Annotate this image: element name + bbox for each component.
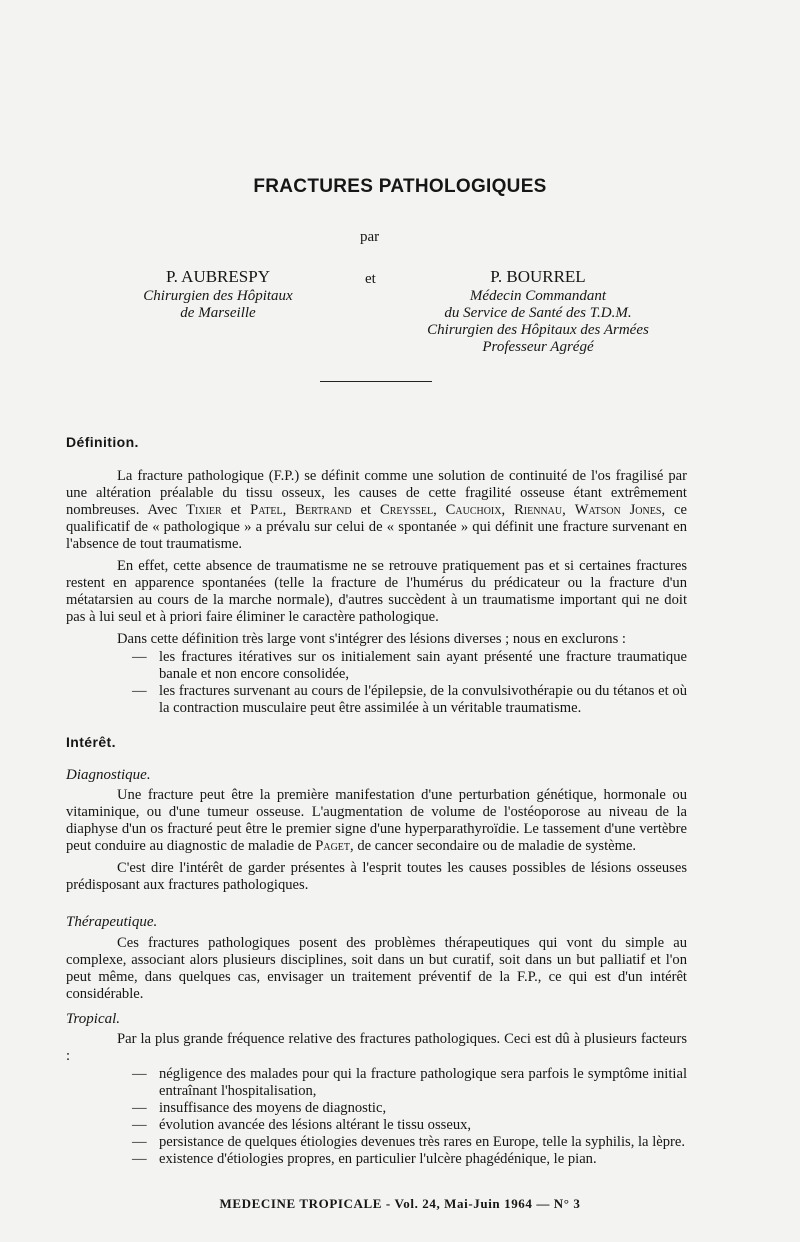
paragraph: En effet, cette absence de traumatisme ne se retrouve pratiquement pas et si certaines fractures restent en apparence spontanées (telle la fracture de l'humérus du prédicateur ou la fracture d'un métatarsien au cours de la marche normale), d'autres succèdent à un traumatisme important qui ne doit pas à lui seul et à priori faire éliminer le caractère pathologique.: [66, 558, 687, 625]
author-citation: Creyssel: [379, 502, 434, 518]
author-affiliation-line: du Service de Santé des T.D.M.: [444, 305, 632, 321]
author-citation: Tixier: [186, 502, 222, 518]
author-name: P. AUBRESPY: [166, 267, 270, 286]
author-citation: Patel: [250, 502, 283, 518]
author-citation: Watson Jones: [574, 502, 662, 518]
author-affiliation-line: Chirurgien des Hôpitaux: [143, 288, 293, 304]
therapeutique-body: [66, 935, 687, 1008]
paragraph: C'est dire l'intérêt de garder présentes à l'esprit toutes les causes possibles de lésions osseuses prédisposant aux fractures pathologiques.: [66, 860, 687, 893]
author-affiliation-line: de Marseille: [180, 305, 256, 321]
tropical-body: [66, 1031, 687, 1168]
paragraph: Ces fractures pathologiques posent des problèmes thérapeutiques qui vont du simple au complexe, associant alors plusieurs disciplines, soit dans un but curatif, soit dans un but palliatif et l'on peut même, dans quelques cas, envisager un traitement préventif de la F.P., ce qui est d'un intérêt considérable.: [66, 935, 687, 1002]
section-heading-interet: Intérêt.: [66, 734, 116, 750]
author-affiliation-line: Professeur Agrégé: [482, 339, 594, 355]
author-aubrespy: [118, 268, 318, 322]
list-item: — les fractures itératives sur os initialement sain ayant présenté une fracture traumatique banale et non encore consolidée,: [132, 649, 687, 683]
author-citation: Riennau: [514, 502, 563, 518]
subsection-heading-tropical: Tropical.: [66, 1011, 121, 1027]
list-item: — insuffisance des moyens de diagnostic,: [132, 1100, 687, 1117]
list-item: — négligence des malades pour qui la fracture pathologique sera parfois le symptôme initial entraînant l'hospitalisation,: [132, 1066, 687, 1100]
by-label: par: [360, 229, 380, 245]
author-citation: Cauchoix: [445, 502, 502, 518]
diagnostique-body: [66, 787, 687, 899]
journal-footer: MEDECINE TROPICALE - Vol. 24, Mai-Juin 1964 — N° 3: [219, 1196, 581, 1211]
subsection-heading-diagnostique: Diagnostique.: [66, 767, 151, 783]
and-label: et: [365, 271, 376, 287]
author-name: P. BOURREL: [490, 267, 586, 286]
title-divider: [320, 381, 432, 382]
factor-list: [132, 1066, 687, 1168]
paragraph: Une fracture peut être la première manifestation d'une perturbation génétique, hormonale ou vitaminique, ou d'une tumeur osseuse. L'augmentation de volume de l'ostéoporose au niveau de la diaphyse d'un os fracturé peut être le premier signe d'une hyperparathyroïdie. Le tassement d'une vertèbre peut conduire au diagnostic de maladie de Paget, de cancer secondaire ou de maladie de système.: [66, 787, 687, 854]
definition-body: [66, 468, 687, 717]
paragraph: Dans cette définition très large vont s'intégrer des lésions diverses ; nous en exclurons :: [117, 631, 626, 647]
author-affiliation-line: Chirurgien des Hôpitaux des Armées: [427, 322, 649, 338]
author-citation: Bertrand: [295, 502, 352, 518]
section-heading-definition: Définition.: [66, 434, 139, 450]
article-title: FRACTURES PATHOLOGIQUES: [253, 176, 547, 197]
paragraph: La fracture pathologique (F.P.) se définit comme une solution de continuité de l'os fragilisé par une altération préalable du tissu osseux, les causes de cette fragilité osseuse étant extrêmement nombreuses. Avec Tixier et Patel, Bertrand et Creyssel, Cauchoix, Riennau, Watson Jones, ce qualificatif de « pathologique » a prévalu sur celui de « spontanée » qui définit une fracture survenant en l'absence de tout traumatisme.: [66, 468, 687, 552]
paragraph: Par la plus grande fréquence relative des fractures pathologiques. Ceci est dû à plusieurs facteurs :: [66, 1031, 687, 1064]
author-citation: Paget: [315, 838, 351, 854]
list-item: — évolution avancée des lésions altérant le tissu osseux,: [132, 1117, 687, 1134]
list-item: — persistance de quelques étiologies devenues très rares en Europe, telle la syphilis, la lèpre.: [132, 1134, 687, 1151]
author-affiliation-line: Médecin Commandant: [469, 288, 607, 304]
author-bourrel: [408, 268, 668, 356]
exclusion-list: [132, 649, 687, 717]
list-item: — les fractures survenant au cours de l'épilepsie, de la convulsivothérapie ou du tétanos et où la contraction musculaire peut être assimilée à un véritable traumatisme.: [132, 683, 687, 717]
list-item: — existence d'étiologies propres, en particulier l'ulcère phagédénique, le pian.: [132, 1151, 687, 1168]
subsection-heading-therapeutique: Thérapeutique.: [66, 914, 158, 930]
